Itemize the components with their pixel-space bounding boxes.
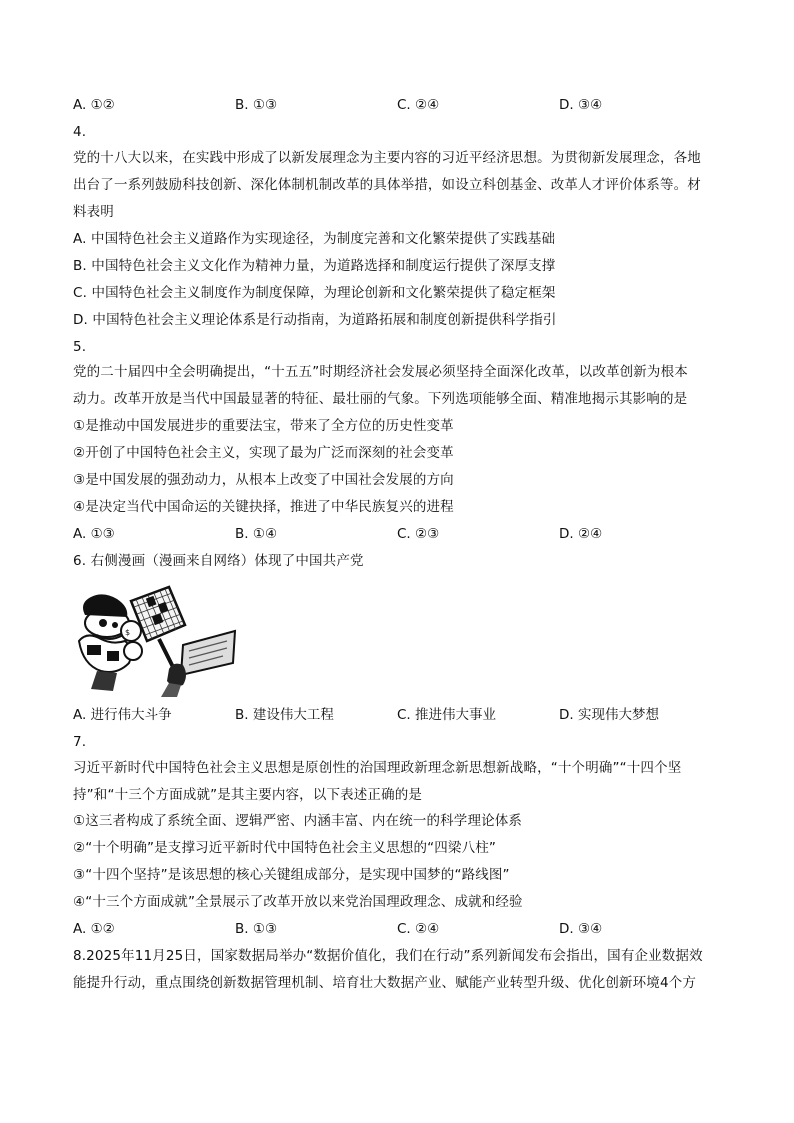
q3-option-d[interactable]: D. ③④: [559, 97, 603, 113]
q7-number: 7.: [73, 734, 87, 750]
fly-swatter-illustration: [131, 587, 235, 697]
q8-stem-line: 8.2025年11月25日，国家数据局举办“数据价值化，我们在行动”系列新闻发布会指出，国有企业数据效: [73, 948, 703, 964]
q5-option-d[interactable]: D. ②④: [559, 526, 603, 542]
figure-illustration: [79, 594, 142, 691]
q4-option-c[interactable]: C. 中国特色社会主义制度作为制度保障，为理论创新和文化繁荣提供了稳定框架: [73, 285, 556, 301]
q7-item-1: ①这三者构成了系统全面、逻辑严密、内涵丰富、内在统一的科学理论体系: [73, 813, 523, 829]
q3-options: [73, 96, 723, 114]
q4-stem-line: 出台了一系列鼓励科技创新、深化体制机制改革的具体举措，如设立科创基金、改革人才评价体系等。材: [73, 177, 701, 193]
q3-option-c[interactable]: C. ②④: [397, 97, 440, 113]
q4-option-d[interactable]: D. 中国特色社会主义理论体系是行动指南，为道路拓展和制度创新提供科学指引: [73, 312, 557, 328]
q6-options: [73, 706, 723, 724]
q5-number: 5.: [73, 339, 87, 355]
q5-option-c[interactable]: C. ②③: [397, 526, 440, 542]
q7-option-d[interactable]: D. ③④: [559, 921, 603, 937]
q7-item-2: ②“十个明确”是支撑习近平新时代中国特色社会主义思想的“四梁八柱”: [73, 840, 497, 856]
q5-option-a[interactable]: A. ①③: [73, 526, 115, 542]
q7-item-3: ③“十四个坚持”是该思想的核心关键组成部分，是实现中国梦的“路线图”: [73, 867, 510, 883]
q5-option-b[interactable]: B. ①④: [235, 526, 278, 542]
q7-option-c[interactable]: C. ②④: [397, 921, 440, 937]
q4-stem-line: 党的十八大以来，在实践中形成了以新发展理念为主要内容的习近平经济思想。为贯彻新发展理念，各地: [73, 150, 701, 166]
q6-option-d[interactable]: D. 实现伟大梦想: [559, 707, 659, 723]
q5-item-4: ④是决定当代中国命运的关键抉择，推进了中华民族复兴的进程: [73, 499, 454, 515]
q6-option-a[interactable]: A. 进行伟大斗争: [73, 707, 172, 723]
q5-stem-line: 党的二十届四中全会明确提出，“十五五”时期经济社会发展必须坚持全面深化改革，以改革创新为根本: [73, 364, 688, 380]
q7-option-b[interactable]: B. ①③: [235, 921, 278, 937]
q5-item-1: ①是推动中国发展进步的重要法宝，带来了全方位的历史性变革: [73, 418, 454, 434]
q4-number: 4.: [73, 124, 87, 140]
q3-option-b[interactable]: B. ①③: [235, 97, 278, 113]
q4-option-a[interactable]: A. 中国特色社会主义道路作为实现途径，为制度完善和文化繁荣提供了实践基础: [73, 231, 556, 247]
q7-stem-line: 持”和“十三个方面成就”是其主要内容，以下表述正确的是: [73, 787, 423, 803]
q8-stem-line: 能提升行动，重点围绕创新数据管理机制、培育壮大数据产业、赋能产业转型升级、优化创新环境4个方: [73, 975, 696, 991]
cartoon-image: [73, 585, 238, 697]
q6-stem: 6. 右侧漫画（漫画来自网络）体现了中国共产党: [73, 553, 364, 569]
q5-options: [73, 525, 723, 543]
q7-item-4: ④“十三个方面成就”全景展示了改革开放以来党治国理政理念、成就和经验: [73, 894, 523, 910]
q6-option-c[interactable]: C. 推进伟大事业: [397, 707, 497, 723]
q7-option-a[interactable]: A. ①②: [73, 921, 115, 937]
q3-option-a[interactable]: A. ①②: [73, 97, 115, 113]
q4-stem-line: 料表明: [73, 204, 114, 220]
q7-stem-line: 习近平新时代中国特色社会主义思想是原创性的治国理政新理念新思想新战略，“十个明确”“十四个坚: [73, 760, 682, 776]
q5-item-3: ③是中国发展的强劲动力，从根本上改变了中国社会发展的方向: [73, 472, 454, 488]
q6-option-b[interactable]: B. 建设伟大工程: [235, 707, 334, 723]
q5-stem-line: 动力。改革开放是当代中国最显著的特征、最壮丽的气象。下列选项能够全面、精准地揭示其影响的是: [73, 391, 688, 407]
svg-text:$: $: [125, 628, 131, 637]
q7-options: [73, 920, 723, 938]
q4-option-b[interactable]: B. 中国特色社会主义文化作为精神力量，为道路选择和制度运行提供了深厚支撑: [73, 258, 556, 274]
q5-item-2: ②开创了中国特色社会主义，实现了最为广泛而深刻的社会变革: [73, 445, 454, 461]
